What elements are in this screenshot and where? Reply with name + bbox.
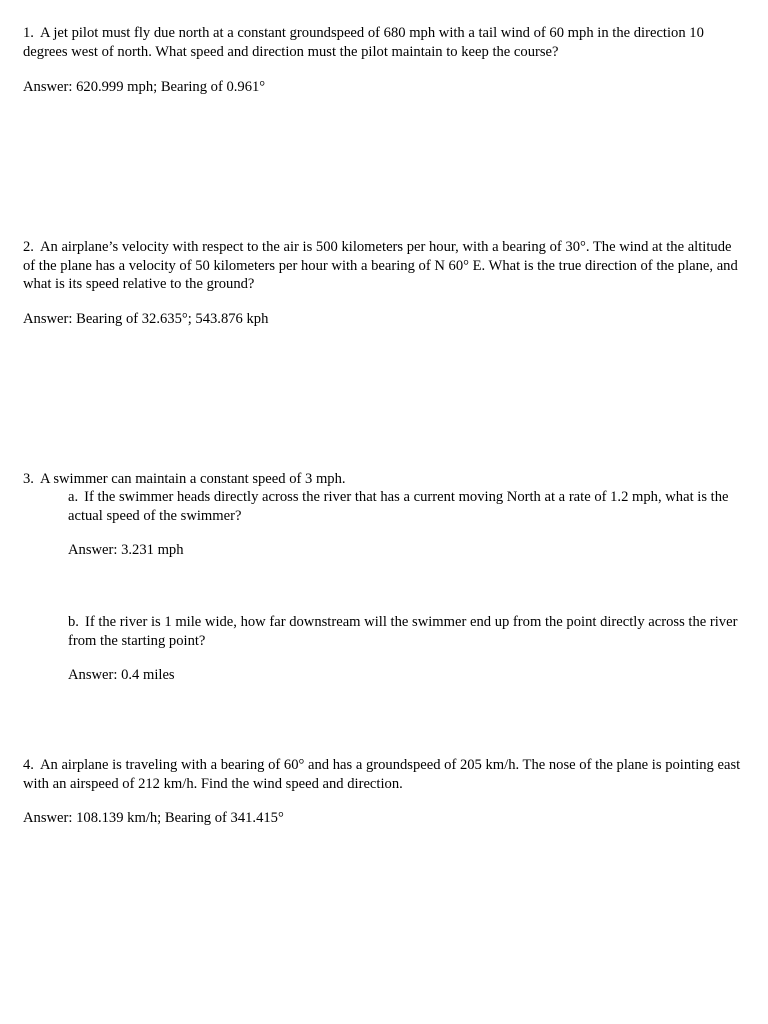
problem-1-number: 1. — [23, 25, 34, 41]
problem-3-text: A swimmer can maintain a constant speed of 3 mph. — [39, 471, 346, 487]
problem-3a-label: a. — [68, 489, 79, 505]
problem-4-text: An airplane is traveling with a bearing of 60° and has a groundspeed of 205 km/h. The nose of the plane is pointing east with an airspeed of 212 km/h. Find the wind speed and direction. — [23, 757, 741, 792]
problem-3-question — [23, 470, 745, 489]
problem-4-answer: Answer: 108.139 km/h; Bearing of 341.415° — [23, 810, 284, 826]
problem-3b-text: If the river is 1 mile wide, how far downstream will the swimmer end up from the point directly across the river from the starting point? — [68, 614, 738, 649]
problem-1-question — [23, 24, 745, 61]
problem-2-text: An airplane’s velocity with respect to the air is 500 kilometers per hour, with a bearing of 30°. The wind at the altitude of the plane has a velocity of 50 kilometers per hour with a bearing of N 60° E. What is the true direction of the plane, and what is its speed relative to the ground? — [23, 239, 738, 292]
problem-4-number: 4. — [23, 757, 34, 773]
problem-2-answer: Answer: Bearing of 32.635°; 543.876 kph — [23, 311, 269, 327]
problem-3-number: 3. — [23, 471, 34, 487]
problem-3a-question — [68, 488, 738, 525]
problem-2-number: 2. — [23, 239, 34, 255]
problem-2-question — [23, 238, 745, 294]
problem-3b-question — [68, 613, 738, 650]
problem-1-text: A jet pilot must fly due north at a constant groundspeed of 680 mph with a tail wind of 60 mph in the direction 10 degrees west of north. What speed and direction must the pilot maintain to keep the course? — [23, 25, 704, 60]
problem-3a-answer: Answer: 3.231 mph — [68, 542, 184, 558]
problem-3b-label: b. — [68, 614, 79, 630]
problem-1-answer: Answer: 620.999 mph; Bearing of 0.961° — [23, 79, 266, 95]
problem-3a-text: If the swimmer heads directly across the river that has a current moving North at a rate of 1.2 mph, what is the actual speed of the swimmer? — [68, 489, 729, 524]
problem-4-question — [23, 756, 745, 793]
problem-3b-answer: Answer: 0.4 miles — [68, 667, 175, 683]
